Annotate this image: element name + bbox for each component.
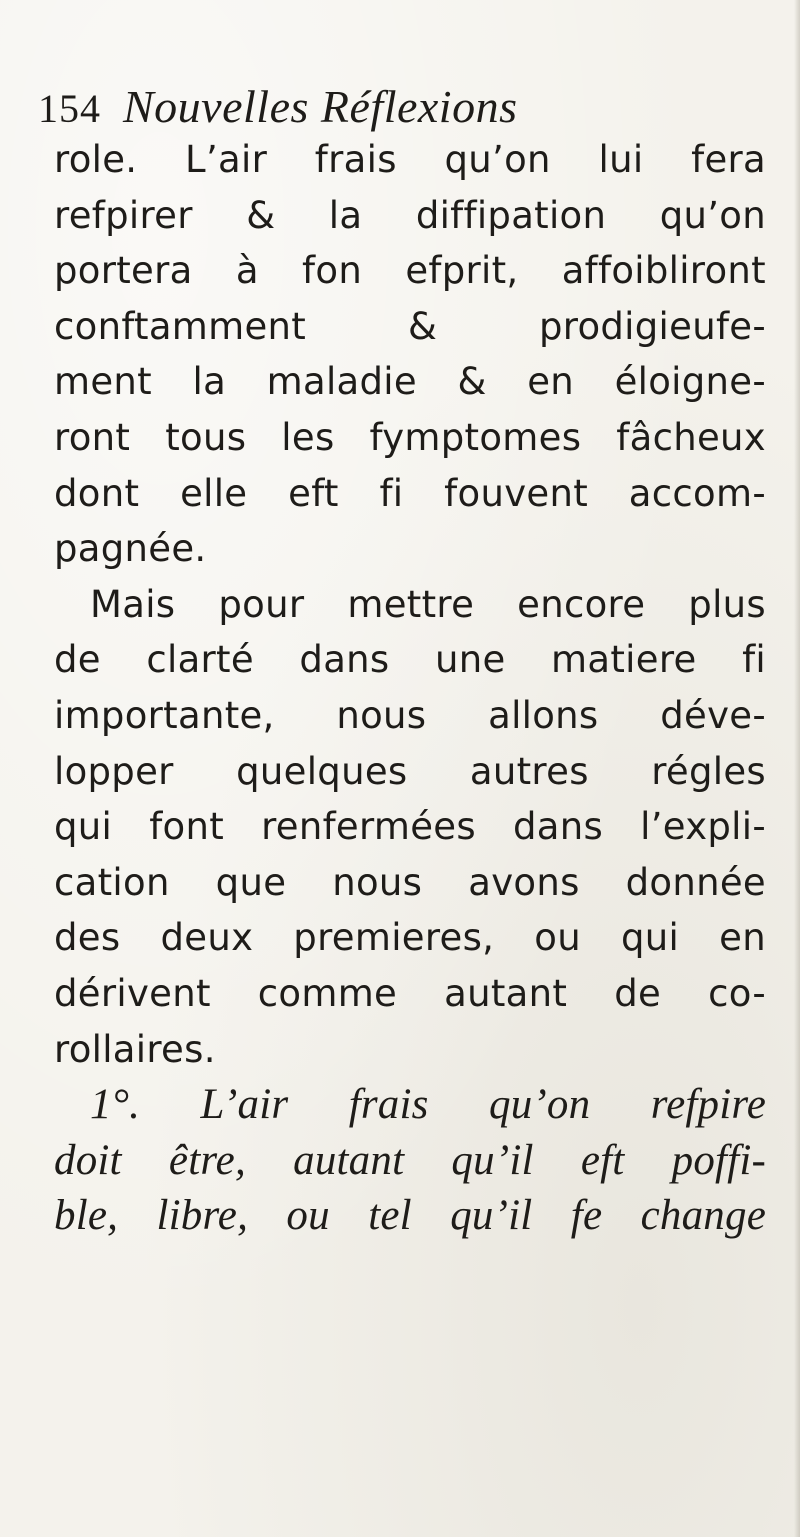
body-text <box>54 132 766 1244</box>
text-line-italic: doit être, autant qu’il eft poffi- <box>54 1136 766 1184</box>
text-line: cation que nous avons donnée <box>54 860 766 904</box>
page-edge-shadow <box>794 0 800 1537</box>
text-line: dont elle eft fi fouvent accom- <box>54 471 766 515</box>
text-line: qui font renfermées dans l’expli- <box>54 805 766 849</box>
text-line: refpirer & la diffipation qu’on <box>54 193 766 237</box>
text-line: conftamment & prodigieufe- <box>54 304 766 348</box>
text-line: lopper quelques autres régles <box>54 749 766 793</box>
running-title: Nouvelles Réflexions <box>123 81 518 132</box>
text-line: role. L’air frais qu’on lui fera <box>54 138 766 181</box>
text-line: ment la maladie & en éloigne- <box>54 360 766 404</box>
text-line: de clarté dans une matiere fi <box>54 638 766 682</box>
text-line: rollaires. <box>54 1027 216 1071</box>
text-line-italic: 1°. L’air frais qu’on refpire <box>90 1081 766 1129</box>
text-line: ront tous les fymptomes fâcheux <box>54 415 766 459</box>
text-line: des deux premieres, ou qui en <box>54 916 766 960</box>
text-line: Mais pour mettre encore plus <box>90 582 766 626</box>
text-line: dérivent comme autant de co- <box>54 971 766 1015</box>
text-line: portera à fon efprit, affoibliront <box>54 249 766 293</box>
page-header <box>38 80 518 133</box>
text-line: pagnée. <box>54 527 207 571</box>
text-line: importante, nous allons déve- <box>54 693 766 737</box>
page-number: 154 <box>38 86 101 131</box>
text-line-italic: ble, libre, ou tel qu’il fe change <box>54 1192 766 1240</box>
